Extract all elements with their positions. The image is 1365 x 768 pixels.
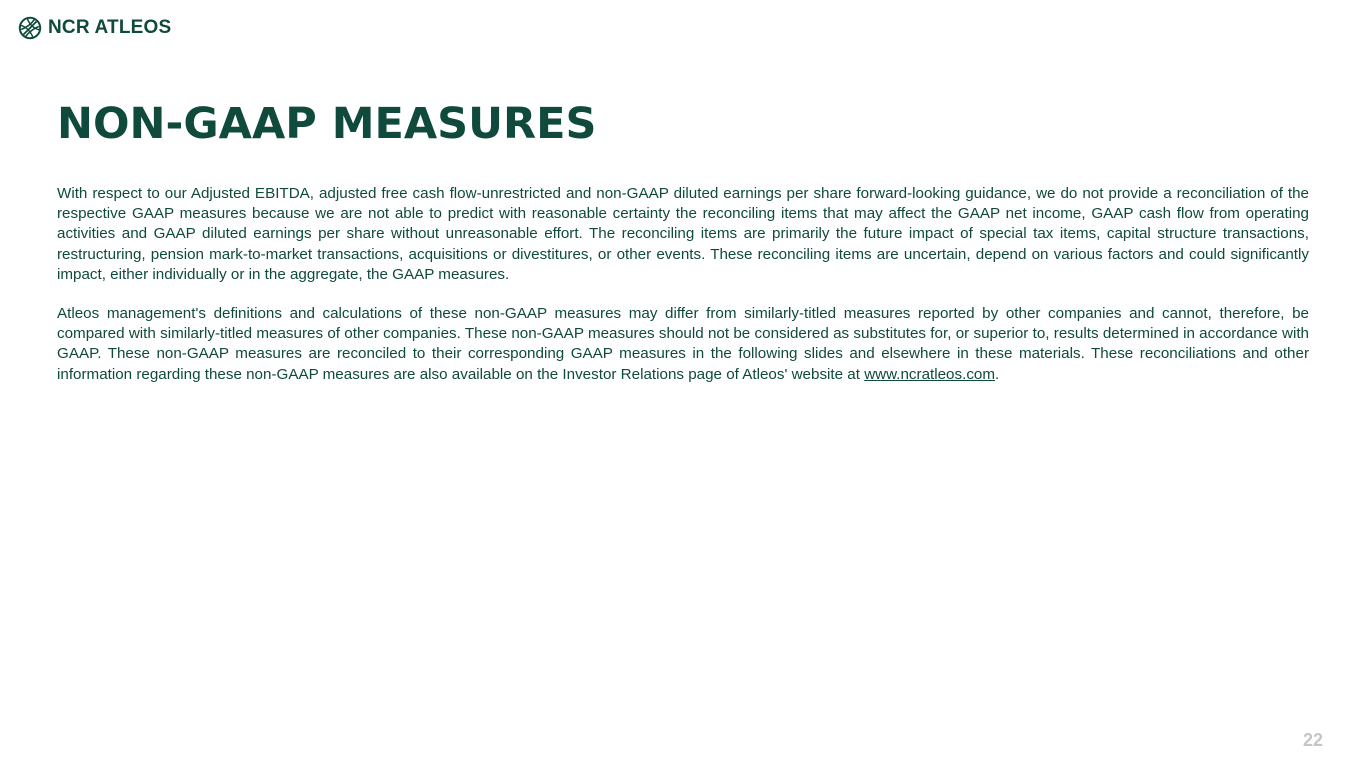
globe-icon — [18, 16, 42, 40]
paragraph-definitions-text: Atleos management's definitions and calculations of these non-GAAP measures may differ from similarly-titled measures reported by other companies and cannot, therefore, be compared with similarly-titled measures of other companies. These non-GAAP measures should not be considered as substitutes for, or superior to, results determined in accordance with GAAP. These non-GAAP measures are reconciled to their corresponding GAAP measures in the following slides and elsewhere in these materials. These reconciliations and other information regarding these non-GAAP measures are also available on the Investor Relations page of Atleos' website at — [57, 305, 1309, 383]
paragraph-definitions — [57, 304, 1309, 385]
body-text — [57, 184, 1309, 385]
paragraph-guidance: With respect to our Adjusted EBITDA, adjusted free cash flow-unrestricted and non-GAAP diluted earnings per share forward-looking guidance, we do not provide a reconciliation of the respective GAAP measures because we are not able to predict with reasonable certainty the reconciling items that may affect the GAAP net income, GAAP cash flow from operating activities and GAAP diluted earnings per share without unreasonable effort. The reconciling items are primarily the future impact of special tax items, capital structure transactions, restructuring, pension mark-to-market transactions, acquisitions or divestitures, or other events. These reconciling items are uncertain, depend on various factors and could significantly impact, either individually or in the aggregate, the GAAP measures. — [57, 185, 1309, 283]
page-title: NON-GAAP MEASURES — [57, 99, 597, 149]
paragraph-definitions-end: . — [995, 365, 1000, 383]
page-number: 22 — [1302, 730, 1323, 750]
website-link[interactable]: www.ncratleos.com — [864, 365, 996, 383]
brand-logo — [18, 15, 171, 41]
logo-text: NCR ATLEOS — [48, 17, 172, 38]
